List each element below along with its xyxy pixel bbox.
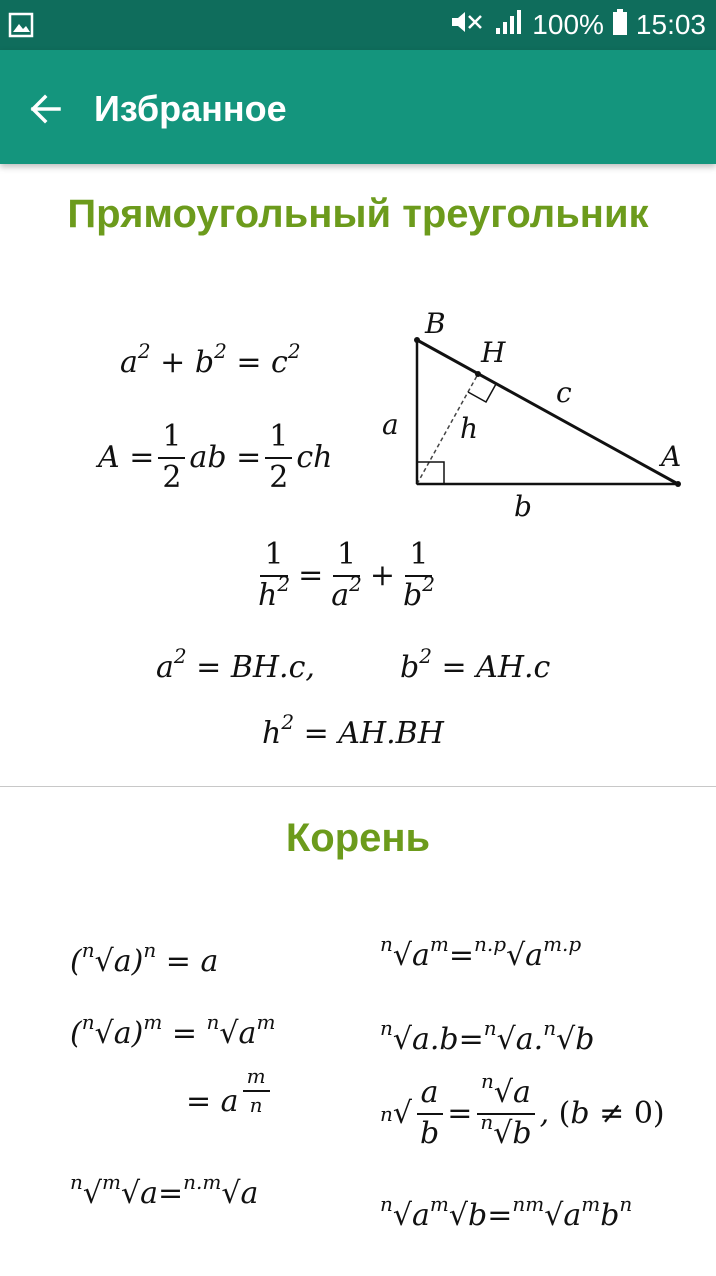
label-c: c	[556, 376, 572, 409]
back-button[interactable]	[22, 86, 68, 132]
section-divider	[0, 786, 716, 787]
formula-root-combine: $^n√a^m√b=^{nm}√a^mb^n$	[380, 1192, 633, 1233]
formula-pythagoras: $a^2 + b^2 = c^2$	[120, 339, 301, 380]
formula-area: A = $\frac{1}{2}$ ab = $\frac{1}{2}$ ch	[98, 419, 333, 495]
section-title-triangle: Прямоугольный треугольник	[67, 192, 649, 236]
battery-icon	[612, 8, 628, 43]
status-icons	[448, 6, 706, 44]
label-B: B	[425, 307, 446, 340]
label-a: a	[382, 408, 399, 441]
clock: 15:03	[635, 9, 706, 40]
right-triangle-diagram	[370, 300, 700, 530]
page-title: Избранное	[94, 88, 287, 129]
formula-height-squared: $h^2 = AH.BH$	[262, 710, 444, 751]
battery-level: 100%	[532, 9, 604, 40]
formula-leg-b: $b^2 = AH.c$	[400, 644, 551, 685]
formula-root-power: $(^n√a)^n = a$	[70, 938, 219, 979]
formula-root-quotient: n √ $\frac{a}{b}$ = $\frac{^n√a}{^n√b}$ , (b ≠ 0)	[380, 1069, 665, 1151]
formula-leg-a: $a^2 = BH.c$,	[156, 644, 315, 685]
label-H: H	[481, 336, 506, 369]
label-A: A	[661, 440, 682, 473]
mute-icon	[448, 8, 486, 43]
formula-nested-root: $^n$√$^m$√a=$^{n.m}$√a	[70, 1170, 259, 1211]
signal-icon	[494, 8, 524, 43]
section-title-root: Корень	[285, 816, 431, 860]
status-bar	[0, 0, 716, 50]
arrow-left-icon	[27, 91, 63, 127]
image-icon	[8, 12, 34, 43]
formula-height-reciprocal: $\frac{1}{h^2}$ = $\frac{1}{a^2}$ + $\frac{1}{b^2}$	[258, 537, 435, 613]
app-bar	[0, 50, 716, 164]
label-h: h	[460, 412, 479, 445]
formula-root-product: $^n$√a.b=$^n$√a.$^n$√b	[380, 1016, 595, 1057]
formula-root-expand: $^n√a^m=^{n.p}√a^{m.p}$	[380, 932, 582, 973]
label-b: b	[514, 490, 532, 523]
formula-root-m-power: $(^n√a)^m = ^n√a^m$	[70, 1010, 276, 1051]
formula-fraction-exponent: = a $\frac{m}{n}$	[186, 1084, 274, 1119]
